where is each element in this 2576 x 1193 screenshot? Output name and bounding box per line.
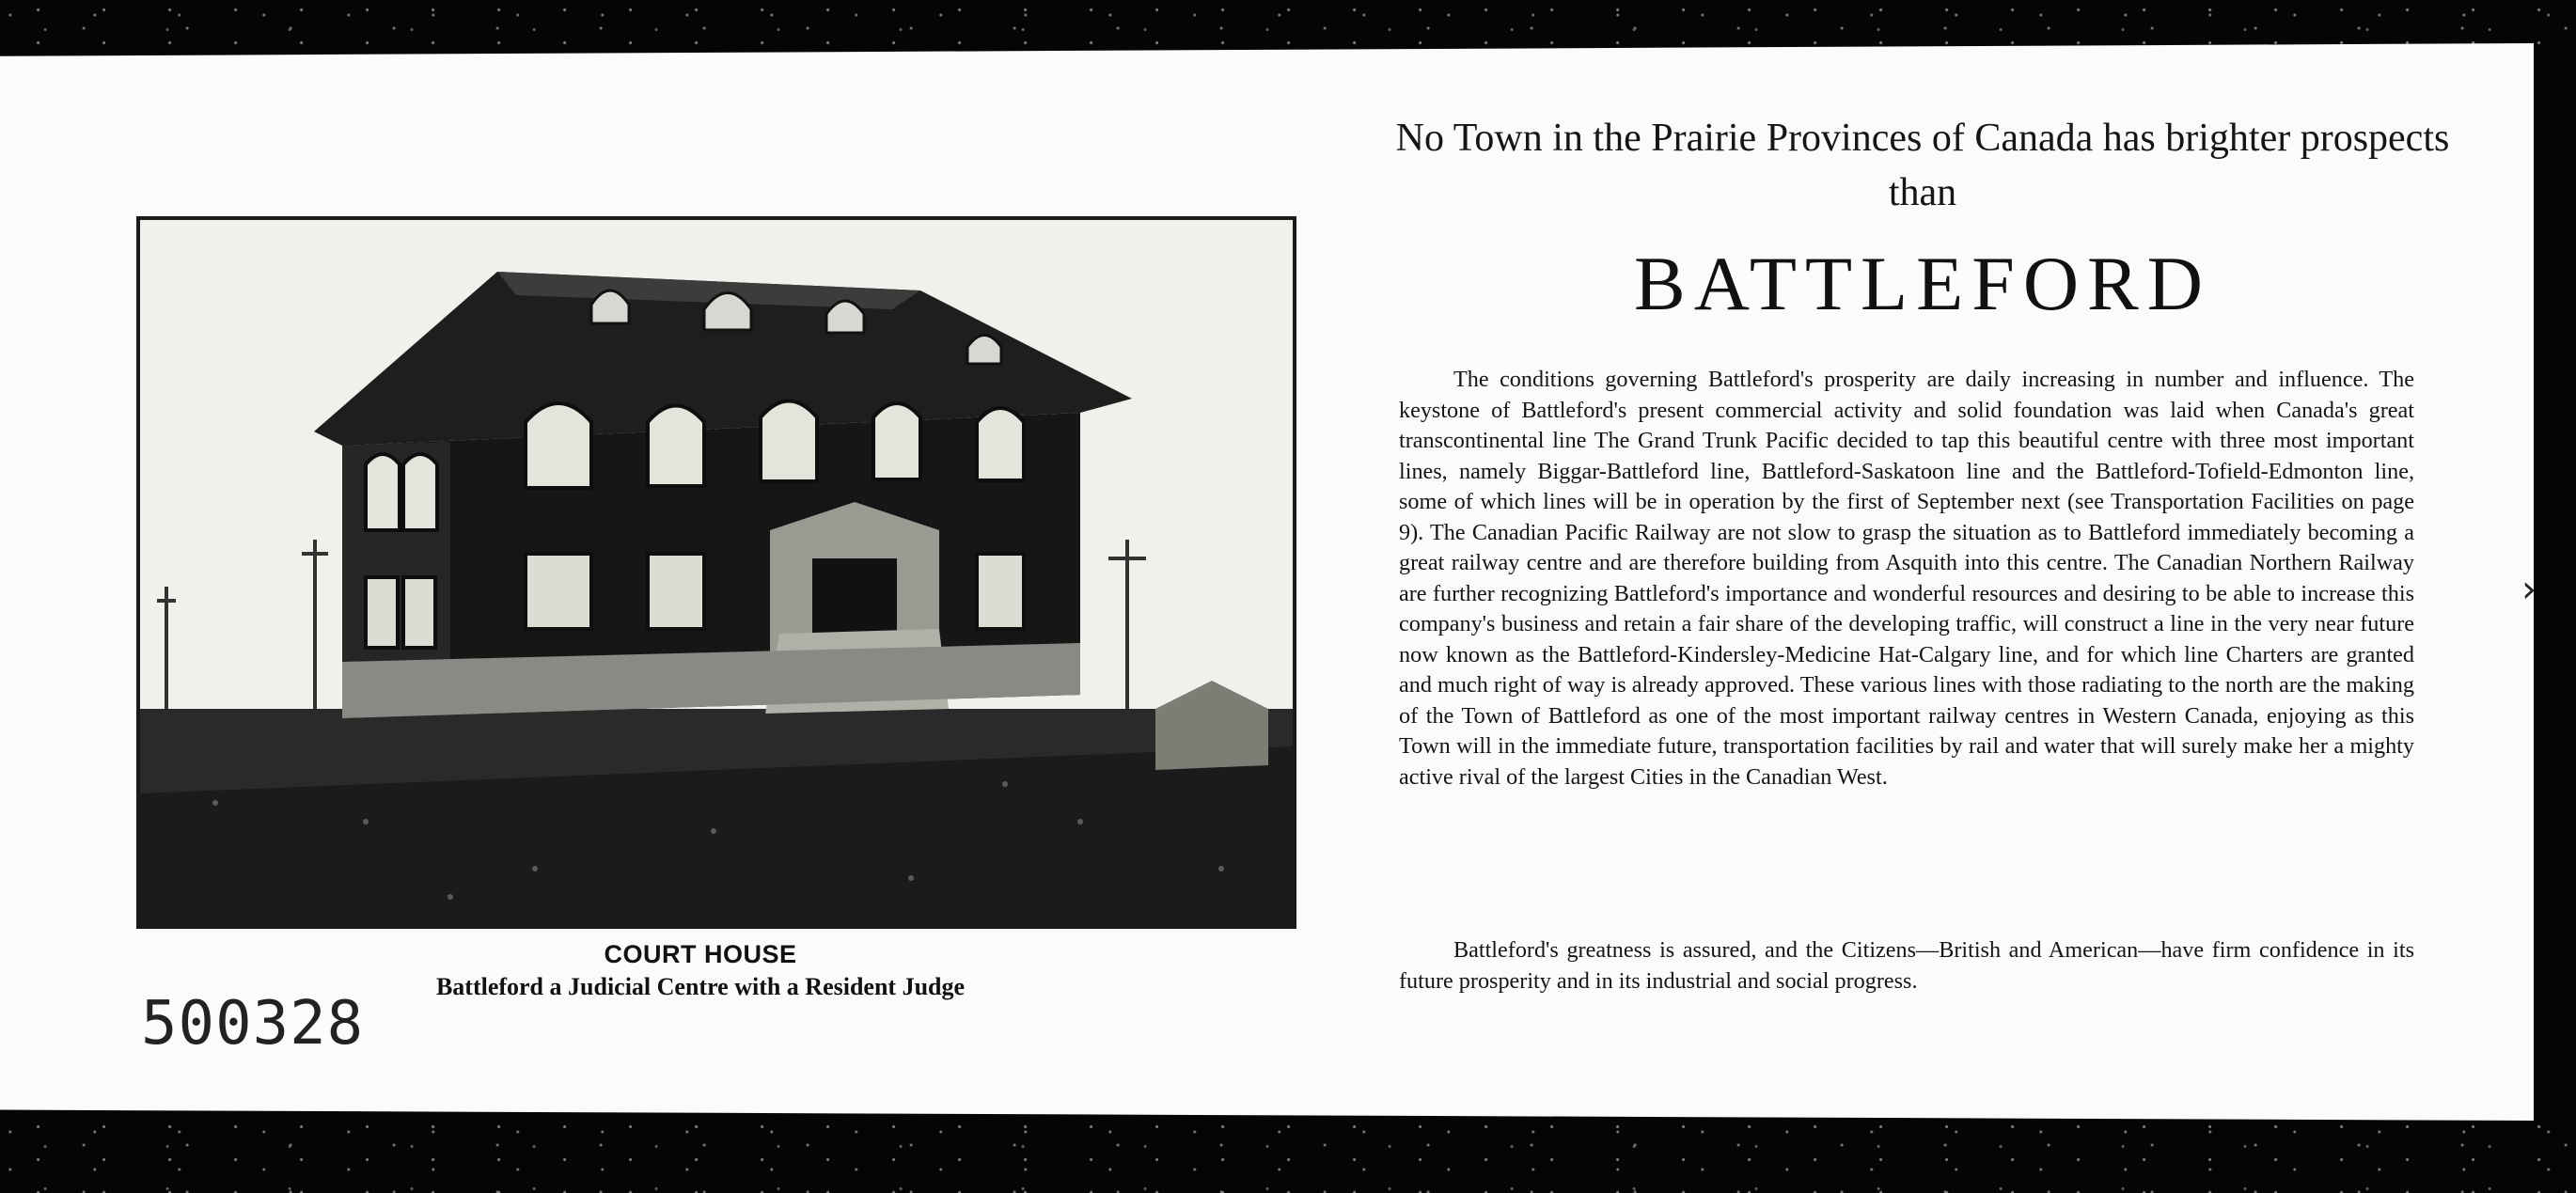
caption-title: COURT HOUSE [604, 940, 797, 968]
scan-border-bottom [0, 1117, 2576, 1193]
court-house-illustration [140, 220, 1293, 925]
edge-mark-icon: › [2521, 568, 2537, 611]
caption-subtitle: Battleford a Judicial Centre with a Resident Judge [435, 973, 966, 1000]
court-house-photo [136, 216, 1296, 929]
town-name: BATTLEFORD [1634, 241, 2211, 326]
body-paragraph-1: The conditions governing Battleford's prosperity are daily increasing in number and influence. The keystone of Battleford's present commercial activity and solid foundation was laid when Canada's great transcontinental line The Grand Trunk Pacific decided to tap this beautiful centre with three most important lines, namely Biggar-Battleford line, Battleford-Saskatoon line and the Battleford-Tofield-Edmonton line, some of which lines will be in operation by the first of September next (see Transportation Facilities on page 9). The Canadian Pacific Railway are not slow to grasp the situation as to Battleford immediately becoming a great railway centre and are therefore building from Asquith into this centre. The Canadian Northern Railway are further recognizing Battleford's importance and wonderful resources and desiring to be able to increase this company's business and retain a fair share of the developing traffic, will construct a line in the very near future now known as the Battleford-Kindersley-Medicine Hat-Calgary line, and for which line Charters are granted and much right of way is already approved. These various lines with those radiating to the north are the making of the Town of Battleford as one of the most important railway centres in Western Canada, enjoying as this Town will in the immediate future, transportation facilities by rail and water that will surely make her a mighty active rival of the largest Cities in the Canadian West. [1399, 367, 2414, 790]
scan-border-top [0, 0, 2576, 45]
archive-stamp-number: 500328 [141, 989, 365, 1059]
headline: No Town in the Prairie Provinces of Canada has brighter prospects than [1395, 117, 2450, 214]
body-paragraph-2: Battleford's greatness is assured, and the Citizens—British and American—have firm confidence in its future prosperity and in its industrial and social progress. [1399, 937, 2414, 994]
